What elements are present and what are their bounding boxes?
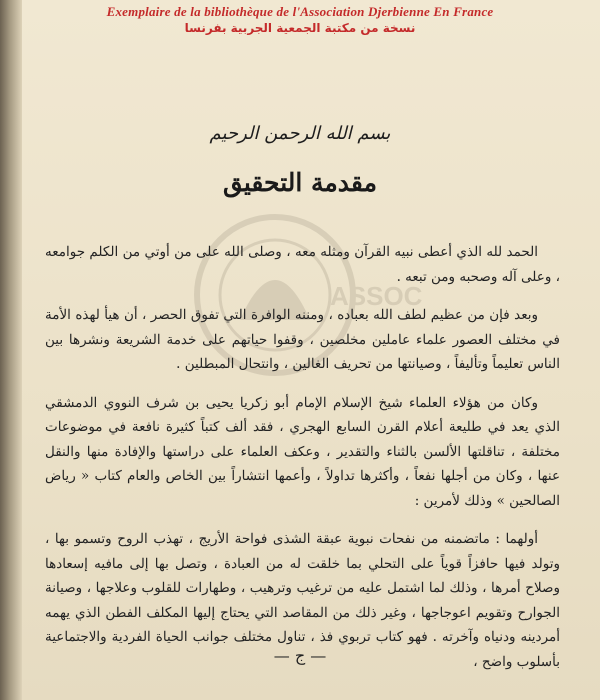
binding-shadow bbox=[0, 0, 22, 700]
basmala: بسم الله الرحمن الرحيم bbox=[209, 123, 391, 144]
page-number: — ج — bbox=[273, 646, 327, 665]
header-line-french: Exemplaire de la bibliothèque de l'Association Djerbienne En France bbox=[106, 4, 494, 19]
paragraph-2: وبعد فإن من عظيم لطف الله بعباده ، ومننه الوافرة التي تفوق الحصر ، أن هيأ لهذه الأمة في مختلف العصور علماء عاملين مخلصين ، وقفوا حياتهم على خدمة الشريعة ونشرها بين الناس تعليماً وتأليفاً ، وصيانتها من تحريف الغالين ، وانتحال المبطلين . bbox=[45, 307, 560, 372]
paragraph-1: الحمد لله الذي أعطى نبيه القرآن ومثله معه ، وصلى الله على من أوتي من الكلم جوامعه ، وعلى آله وصحبه ومن تبعه . bbox=[45, 244, 560, 285]
watermark-text: ASSOC bbox=[330, 281, 423, 311]
body-text bbox=[45, 240, 560, 688]
page-title: مقدمة التحقيق bbox=[223, 168, 377, 197]
library-header bbox=[0, 4, 600, 35]
paragraph-3: وكان من هؤلاء العلماء شيخ الإسلام الإمام أبو زكريا يحيى بن شرف النووي الدمشقي الذي يعد في طليعة أعلام القرن السابع الهجري ، فقد ألف كتباً كثيرة نافعة في موضوعات مختلفة ، تناقلتها الألسن بالثناء والتقدير ، وعكف العلماء على دراستها والإفادة منها والنقل عنها ، وكان من أجلها نفعاً ، وأكثرها تداولاً ، وأعمها انتشاراً بين الخاص والعام كتاب « رياض الصالحين » وذلك لأمرين : bbox=[45, 394, 560, 509]
paragraph-4: أولهما : ماتضمنه من نفحات نبوية عبقة الشذى فواحة الأريج ، تهذب الروح وتسمو بها ، وتولد فيها حافزاً قوياً على التحلي بما خلقت له من العبادة ، وتصل بها إلى مافيه إسعادها وصلاح أمرها ، وذلك لما اشتمل عليه من ترغيب وترهيب ، وطهارات للقلوب وعلاجها ، وصيانة الجوارح وتقويم اعوجاجها ، وغير ذلك من المقاصد التي يحتاج إليها المكلف الفطن الذي يهمه أمردينه ودنياه وآخرته . فهو كتاب تربوي فذ ، تناول مختلف جوانب الحياة الفردية والاجتماعية بأسلوب واضح ، bbox=[45, 531, 560, 670]
header-line-arabic: نسخة من مكتبة الجمعية الجربية بفرنسا bbox=[184, 21, 416, 35]
